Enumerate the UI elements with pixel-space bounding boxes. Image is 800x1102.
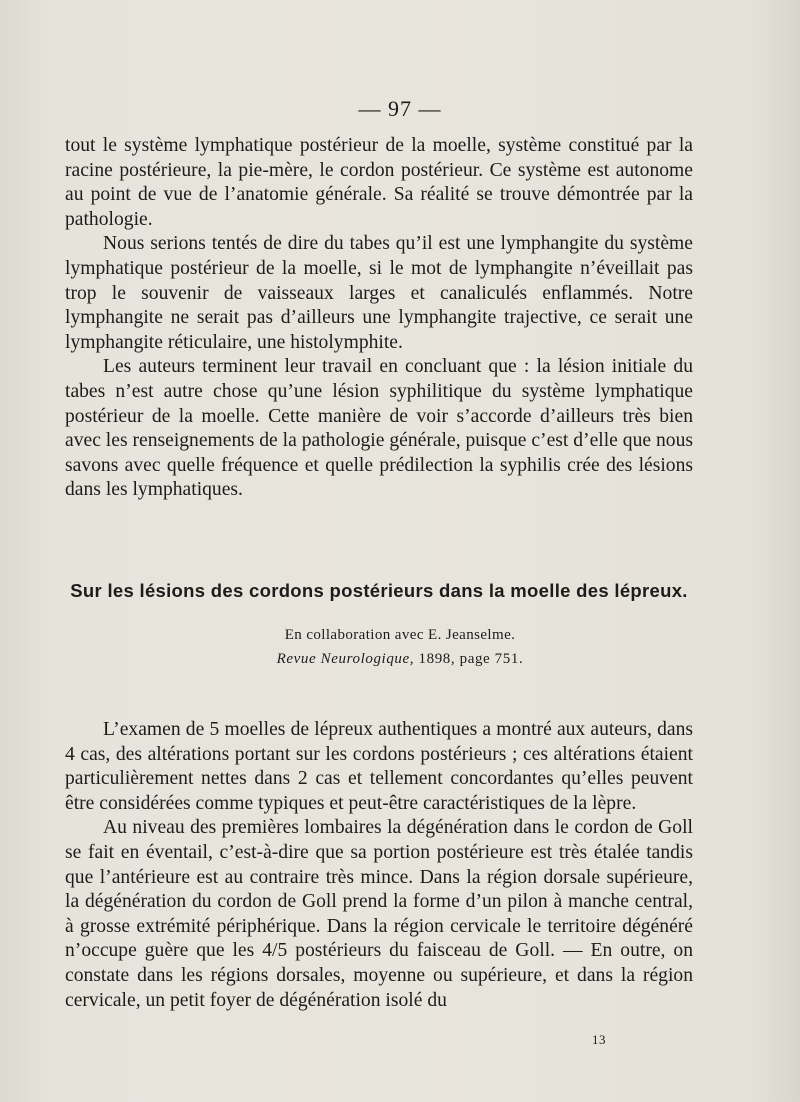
paragraph: Les auteurs terminent leur travail en concluant que : la lésion initiale du tabes n’est autre chose qu’une lésion syphilitique du système lymphatique postérieur de la moelle. Cette manière de voir s’accorde d’ailleurs très bien avec les renseignements de la pathologie générale, puisque c’est d’elle que nous savons avec quelle fréquence et quelle prédilection la syphilis crée des lésions dans les lymphatiques. (65, 356, 693, 501)
body-text-bottom (65, 718, 693, 1013)
signature-mark: 13 (592, 1032, 606, 1047)
paragraph: Nous serions tentés de dire du tabes qu’il est une lymphangite du système lymphatique postérieur de la moelle, si le mot de lymphangite n’éveillait pas trop le souvenir de vaisseaux larges et canaliculés enflammés. Notre lymphangite ne serait pas d’ailleurs une lymphangite trajective, ce serait une lymphangite réticulaire, une histolymphite. (65, 233, 693, 353)
paragraph: L’examen de 5 moelles de lépreux authentiques a montré aux auteurs, dans 4 cas, des altérations portant sur les cordons postérieurs ; ces altérations étaient particulièrement nettes dans 2 cas et tellement concordantes qu’elles peuvent être considérées comme typiques et peut-être caractéristiques de la lèpre. (65, 719, 693, 814)
body-text-top (65, 134, 693, 503)
article-title: Sur les lésions des cordons postérieurs dans la moelle des lépreux. (70, 580, 688, 601)
collaboration-line: En collaboration avec E. Jeanselme. (284, 627, 516, 643)
reference-line (0, 651, 800, 668)
journal-name: Revue Neurologique, (276, 651, 415, 667)
paragraph: tout le système lymphatique postérieur de la moelle, système constitué par la racine postérieure, la pie-mère, le cordon postérieur. Ce système est autonome au point de vue de l’anatomie générale. Sa réalité se trouve démontrée par la pathologie. (65, 135, 693, 230)
paragraph: Au niveau des premières lombaires la dégénération dans le cordon de Goll se fait en éventail, c’est-à-dire que sa portion postérieure est très étalée tandis que l’antérieure est au contraire très mince. Dans la région dorsale supérieure, la dégénération du cordon de Goll prend la forme d’un pilon à manche central, à grosse extrémité périphérique. Dans la région cervicale le territoire dégénéré n’occupe guère que les 4/5 postérieurs du faisceau de Goll. — En outre, on constate dans les régions dorsales, moyenne ou supérieure, et dans la région cervicale, un petit foyer de dégénération isolé du (65, 817, 693, 1011)
year-page: 1898, page 751. (418, 651, 524, 667)
page-number: — 97 — (358, 96, 442, 121)
